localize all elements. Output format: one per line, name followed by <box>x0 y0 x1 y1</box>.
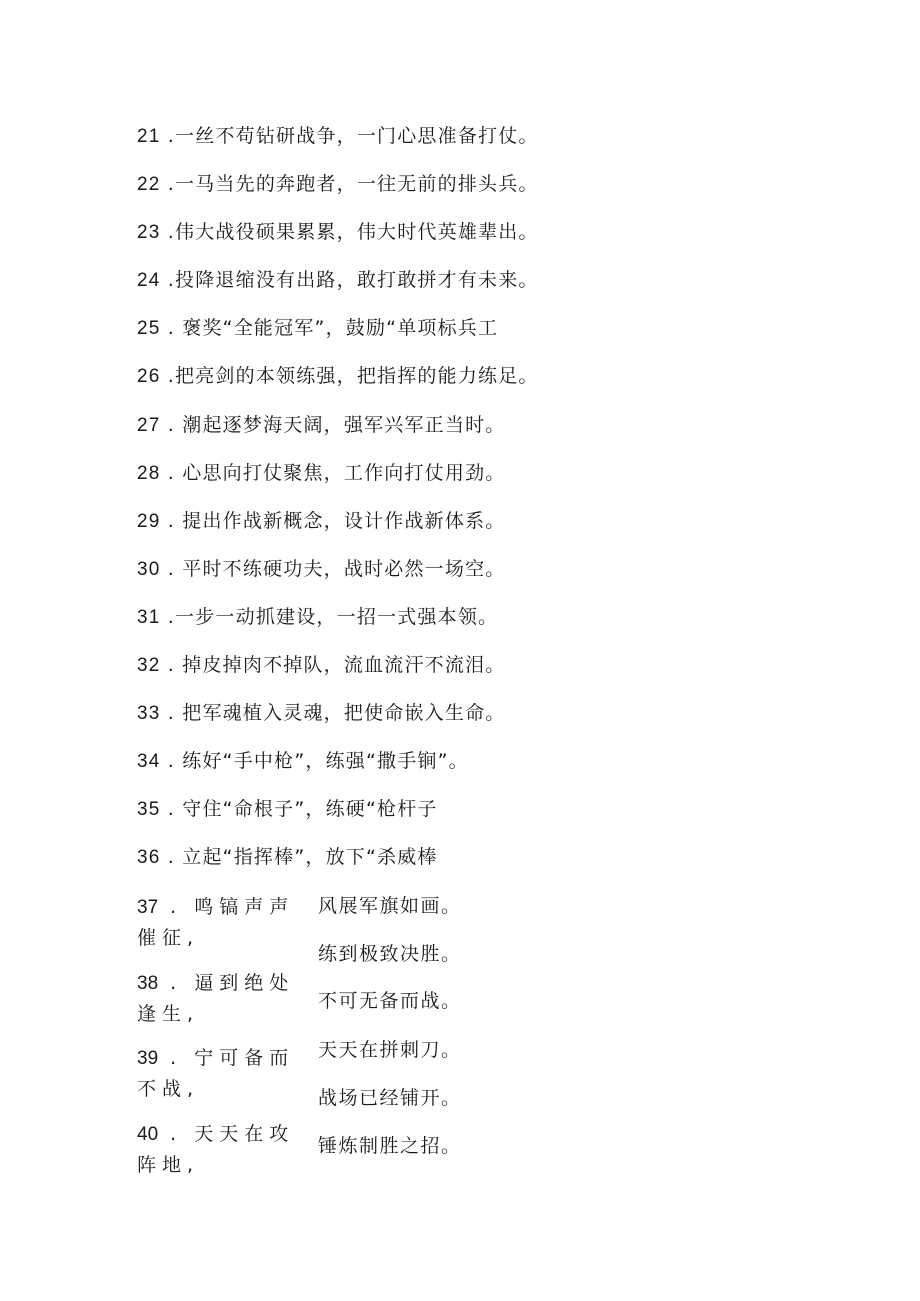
right-column-line: 天天在拼刺刀。 <box>318 1039 462 1061</box>
item-text: . 平时不练硬功夫，战时必然一场空。 <box>167 558 506 580</box>
item-text: .一马当先的奔跑者，一往无前的排头兵。 <box>167 173 539 195</box>
list-item <box>137 316 498 341</box>
item-text: . 褒奖“全能冠军”，鼓励“单项标兵工 <box>167 317 499 339</box>
item-number: 31 <box>137 607 161 628</box>
item-number: 24 <box>137 270 161 291</box>
item-text: . 心思向打仗聚焦，工作向打仗用劲。 <box>167 462 506 484</box>
item-number: 37 <box>137 897 159 918</box>
item-number: 35 <box>137 799 161 820</box>
list-item <box>137 701 505 726</box>
item-text: .把亮剑的本领练强，把指挥的能力练足。 <box>167 365 539 387</box>
item-text: . 立起“指挥棒”，放下“杀威棒 <box>167 846 438 868</box>
item-number: 36 <box>137 847 161 868</box>
list-item <box>137 653 505 678</box>
item-text: . 逼到绝处逢生, <box>137 972 295 1025</box>
item-text: . 守住“命根子”，练硬“枪杆子 <box>167 798 438 820</box>
list-item <box>137 220 539 245</box>
right-column-line: 锤炼制胜之招。 <box>318 1135 462 1157</box>
item-number: 28 <box>137 463 161 484</box>
item-text: . 天天在攻阵地, <box>137 1123 295 1176</box>
item-number: 25 <box>137 318 161 339</box>
list-item <box>137 557 505 582</box>
item-number: 29 <box>137 511 161 532</box>
item-number: 30 <box>137 559 161 580</box>
item-number: 38 <box>137 973 159 994</box>
list-item <box>137 461 505 486</box>
item-number: 21 <box>137 126 161 147</box>
right-column-line: 练到极致决胜。 <box>318 943 462 965</box>
list-item <box>137 268 539 293</box>
item-number: 40 <box>137 1124 159 1145</box>
item-number: 34 <box>137 751 161 772</box>
right-column-line: 战场已经铺开。 <box>318 1087 462 1109</box>
item-text: . 宁可备而不战, <box>137 1047 295 1100</box>
item-number: 23 <box>137 222 161 243</box>
item-text: . 鸣镐声声催征, <box>137 896 295 949</box>
list-item <box>137 845 438 870</box>
item-number: 27 <box>137 415 161 436</box>
item-text: . 潮起逐梦海天阔，强军兴军正当时。 <box>167 414 506 436</box>
item-text: .一丝不苟钻研战争，一门心思准备打仗。 <box>167 125 539 147</box>
item-number: 22 <box>137 174 161 195</box>
item-text: . 练好“手中枪”，练强“撒手锏”。 <box>167 750 469 772</box>
item-text: . 把军魂植入灵魂，把使命嵌入生命。 <box>167 702 506 724</box>
list-item-left <box>137 892 312 953</box>
list-item-left <box>137 968 312 1029</box>
item-number: 26 <box>137 366 161 387</box>
list-item <box>137 749 469 774</box>
item-text: .伟大战役硕果累累，伟大时代英雄辈出。 <box>167 221 539 243</box>
item-text: . 掉皮掉肉不掉队，流血流汗不流泪。 <box>167 654 506 676</box>
list-item <box>137 413 505 438</box>
right-column-line: 风展军旗如画。 <box>318 895 462 917</box>
item-text: .一步一动抓建设，一招一式强本领。 <box>167 606 499 628</box>
item-text: .投降退缩没有出路，敢打敢拼才有未来。 <box>167 269 539 291</box>
list-item <box>137 124 539 149</box>
list-item <box>137 172 539 197</box>
list-item <box>137 605 498 630</box>
list-item <box>137 509 505 534</box>
list-item <box>137 364 539 389</box>
item-number: 32 <box>137 655 161 676</box>
item-number: 33 <box>137 703 161 724</box>
right-column-line: 不可无备而战。 <box>318 990 462 1012</box>
list-item-left <box>137 1119 312 1180</box>
item-text: . 提出作战新概念，设计作战新体系。 <box>167 510 506 532</box>
list-item-left <box>137 1043 312 1104</box>
list-item <box>137 797 438 822</box>
item-number: 39 <box>137 1048 159 1069</box>
